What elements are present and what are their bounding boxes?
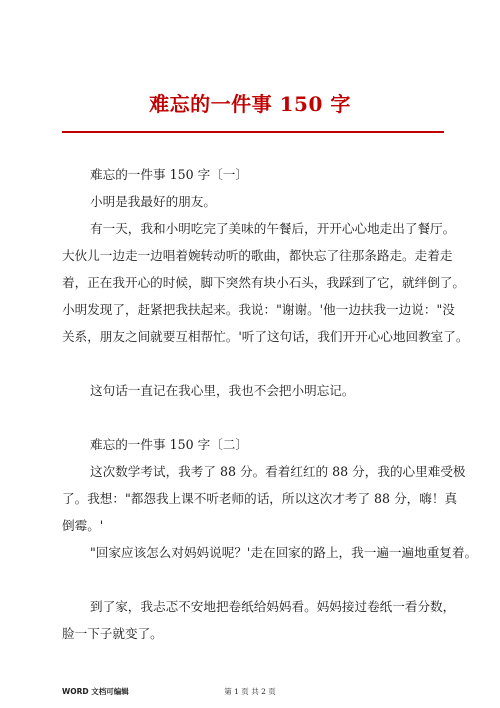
paragraph-line: 有一天，我和小明吃完了美味的午餐后，开开心心地走出了餐厅。 [90, 221, 456, 236]
paragraph-line: 关系，朋友之间就要互相帮忙。'听了这句话，我们开开心心地回教室了。 [62, 329, 469, 344]
section-heading-1: 难忘的一件事 150 字〔一〕 [90, 167, 248, 182]
document-title: 难忘的一件事 150 字 [149, 92, 351, 116]
paragraph-line: 这句话一直记在我心里，我也不会把小明忘记。 [90, 383, 355, 398]
paragraph-line: 倒霉。' [62, 518, 104, 533]
paragraph-line: 着，正在我开心的时候，脚下突然有块小石头，我踩到了它，就绊倒了。 [62, 275, 465, 290]
paragraph-line: 大伙儿一边走一边唱着婉转动听的歌曲，都快忘了往那条路走。走着走 [62, 248, 453, 263]
paragraph-line: 到了家，我忐忑不安地把卷纸给妈妈看。妈妈接过卷纸一看分数， [90, 599, 456, 614]
paragraph-line: "回家应该怎么对妈妈说呢？'走在回家的路上，我一遍一遍地重复着。 [90, 545, 478, 560]
paragraph-line: 小明是我最好的朋友。 [90, 194, 216, 209]
title-divider [62, 131, 444, 133]
paragraph-line: 小明发现了，赶紧把我扶起来。我说："谢谢。'他一边扶我一边说："没 [62, 302, 455, 317]
paragraph-line: 这次数学考试，我考了 88 分。看着红红的 88 分，我的心里难受极 [90, 464, 466, 479]
paragraph-line: 脸一下子就变了。 [62, 626, 163, 641]
paragraph-line: 了。我想："都怨我上课不听老师的话，所以这次才考了 88 分，嗨！真 [62, 491, 458, 506]
section-heading-2: 难忘的一件事 150 字〔二〕 [90, 437, 248, 452]
footer-editable-note: WORD 文档可编辑 [62, 687, 129, 696]
page-number: 第 1 页 共 2 页 [224, 687, 276, 696]
